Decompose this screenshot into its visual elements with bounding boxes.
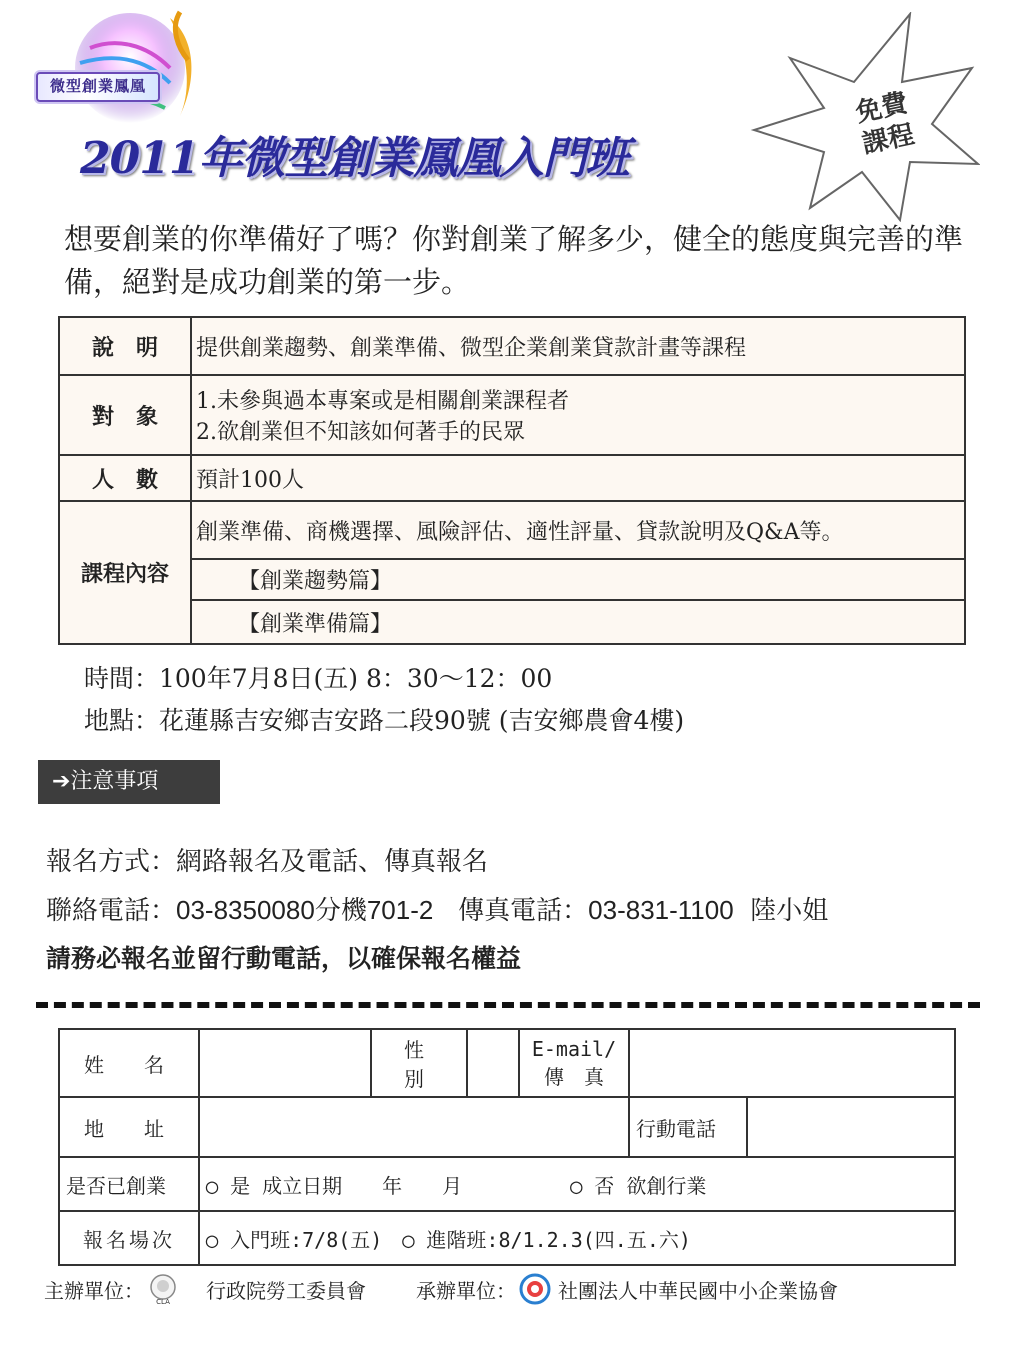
registration-form bbox=[58, 1028, 956, 1266]
target-label: 對 象 bbox=[59, 375, 191, 455]
cla-seal-icon bbox=[146, 1272, 180, 1306]
co-label: 承辦單位： bbox=[416, 1278, 516, 1303]
target-item: 2.欲創業但不知該如何著手的民眾 bbox=[196, 420, 525, 445]
email-field[interactable] bbox=[629, 1029, 955, 1097]
content-summary: 創業準備、商機選擇、風險評估、適性評量、貸款說明及Q&A等。 bbox=[191, 501, 965, 559]
started-label: 是否已創業 bbox=[59, 1157, 199, 1211]
signup-info bbox=[46, 838, 828, 983]
course-info-table bbox=[58, 316, 966, 645]
target-value bbox=[191, 375, 965, 455]
gender-label: 性 別 bbox=[371, 1029, 467, 1097]
phoenix-logo bbox=[20, 8, 220, 128]
email-fax-label: E-mail/ 傳 真 bbox=[519, 1029, 629, 1097]
mobile-label: 行動電話 bbox=[629, 1097, 747, 1157]
address-label: 地 址 bbox=[59, 1097, 199, 1157]
target-item: 1.未參與過本專案或是相關創業課程者 bbox=[196, 389, 569, 414]
event-time: 時間：100年7月8日(五) 8：30～12：00 bbox=[84, 664, 553, 693]
signup-method: 報名方式：網路報名及電話、傳真報名 bbox=[46, 847, 489, 877]
logo-wordmark: 微型創業鳳凰 bbox=[36, 72, 160, 102]
content-section: 【創業趨勢篇】 bbox=[191, 559, 965, 600]
cut-line bbox=[36, 1002, 980, 1008]
schedule bbox=[84, 658, 684, 742]
footer-organizers bbox=[44, 1272, 994, 1306]
session-label: 報名場次 bbox=[59, 1211, 199, 1265]
extension: 701-2 bbox=[366, 895, 434, 925]
host-name: 行政院勞工委員會 bbox=[206, 1278, 366, 1303]
started-no-radio[interactable]: ◯ 否 欲創行業 bbox=[570, 1173, 707, 1198]
co-name: 社團法人中華民國中小企業協會 bbox=[558, 1278, 838, 1303]
phone-number: 03-8350080 bbox=[176, 895, 315, 925]
started-options[interactable] bbox=[199, 1157, 955, 1211]
host-label: 主辦單位： bbox=[44, 1278, 144, 1303]
sme-association-logo-icon bbox=[518, 1272, 552, 1306]
signup-reminder: 請務必報名並留行動電話，以確保報名權益 bbox=[46, 944, 522, 973]
page-title: 2011年微型創業鳳凰入門班 bbox=[80, 133, 629, 184]
name-label: 姓 名 bbox=[59, 1029, 199, 1097]
contact-line: 聯絡電話：03-8350080分機701-2 傳真電話：03-831-1100 陸小姐 bbox=[46, 895, 829, 926]
intro-paragraph: 想要創業的你準備好了嗎？你對創業了解多少，健全的態度與完善的準備，絕對是成功創業的第一步。 bbox=[64, 222, 964, 299]
session-options[interactable]: ◯ 入門班:7/8(五) ◯ 進階班:8/1.2.3(四.五.六) bbox=[199, 1211, 955, 1265]
content-label: 課程內容 bbox=[59, 501, 191, 644]
desc-label: 說 明 bbox=[59, 317, 191, 375]
free-course-badge-text: 免費 課程 bbox=[853, 88, 917, 160]
svg-text:CLA: CLA bbox=[156, 1298, 170, 1306]
count-label: 人 數 bbox=[59, 455, 191, 501]
name-field[interactable] bbox=[199, 1029, 371, 1097]
count-value: 預計100人 bbox=[191, 455, 965, 501]
started-yes-radio[interactable]: ◯ 是 成立日期 年 月 bbox=[206, 1173, 463, 1198]
event-place: 地點：花蓮縣吉安鄉吉安路二段90號 (吉安鄉農會4樓) bbox=[84, 706, 685, 735]
gender-field[interactable] bbox=[467, 1029, 519, 1097]
mobile-field[interactable] bbox=[747, 1097, 955, 1157]
content-section: 【創業準備篇】 bbox=[191, 600, 965, 644]
fax-number: 03-831-1100 bbox=[588, 895, 734, 925]
desc-value: 提供創業趨勢、創業準備、微型企業創業貸款計畫等課程 bbox=[191, 317, 965, 375]
contact-person: 陸小姐 bbox=[750, 896, 829, 926]
address-field[interactable] bbox=[199, 1097, 629, 1157]
notice-header: ➔注意事項 bbox=[38, 760, 220, 804]
